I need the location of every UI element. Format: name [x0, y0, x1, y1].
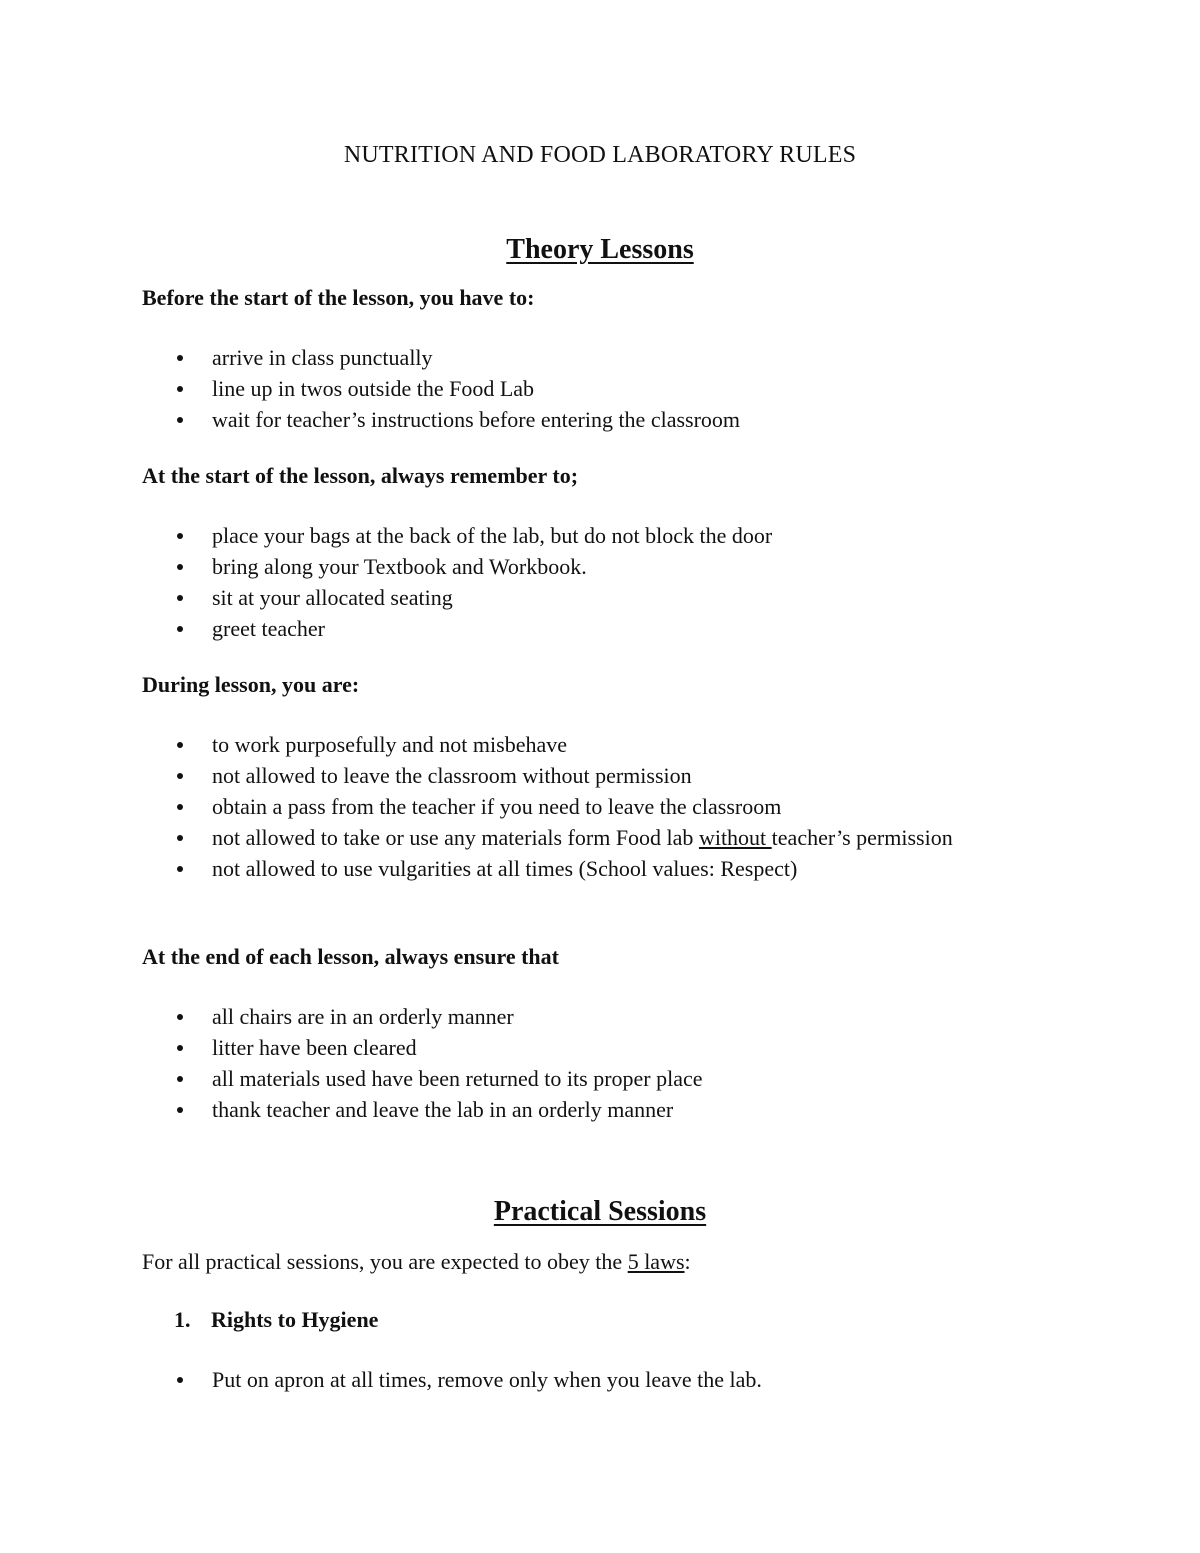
list-item: to work purposefully and not misbehave: [142, 729, 1002, 760]
law-1-title: Rights to Hygiene: [211, 1307, 379, 1332]
list-item: not allowed to use vulgarities at all times (School values: Respect): [142, 853, 1002, 884]
list-item: thank teacher and leave the lab in an orderly manner: [142, 1094, 1002, 1125]
start-lesson-heading: At the start of the lesson, always remember to;: [142, 463, 579, 488]
materials-permission-item: [142, 822, 1002, 853]
during-lesson-heading: During lesson, you are:: [142, 672, 360, 697]
list-item: greet teacher: [142, 613, 1002, 644]
practical-intro-suffix: :: [684, 1249, 691, 1274]
law-1-number: 1.: [174, 1307, 191, 1332]
list-item: not allowed to leave the classroom without permission: [142, 760, 1002, 791]
list-item: place your bags at the back of the lab, but do not block the door: [142, 520, 1002, 551]
list-item: all materials used have been returned to its proper place: [142, 1063, 1002, 1094]
list-item: arrive in class punctually: [142, 342, 1002, 373]
materials-item-suffix: teacher’s permission: [771, 825, 953, 850]
list-item: Put on apron at all times, remove only when you leave the lab.: [142, 1364, 1002, 1395]
list-item: sit at your allocated seating: [142, 582, 1002, 613]
during-lesson-list: [142, 729, 1002, 884]
materials-item-prefix: not allowed to take or use any materials form Food lab: [212, 825, 699, 850]
practical-sessions-heading: Practical Sessions: [493, 1196, 707, 1227]
practical-intro: [142, 1249, 691, 1275]
hygiene-list: [142, 1364, 1002, 1395]
list-item: line up in twos outside the Food Lab: [142, 373, 1002, 404]
law-1-heading: [174, 1307, 378, 1333]
list-item: litter have been cleared: [142, 1032, 1002, 1063]
before-lesson-heading: Before the start of the lesson, you have to:: [142, 285, 535, 310]
list-item: obtain a pass from the teacher if you need to leave the classroom: [142, 791, 1002, 822]
end-lesson-heading: At the end of each lesson, always ensure that: [142, 944, 559, 969]
five-laws-underlined: 5 laws: [627, 1249, 685, 1274]
list-item: bring along your Textbook and Workbook.: [142, 551, 1002, 582]
start-lesson-list: [142, 520, 1002, 644]
document-title: NUTRITION AND FOOD LABORATORY RULES: [343, 142, 857, 168]
practical-intro-prefix: For all practical sessions, you are expected to obey the: [142, 1249, 628, 1274]
without-underlined: without: [698, 825, 772, 850]
list-item: all chairs are in an orderly manner: [142, 1001, 1002, 1032]
before-lesson-list: [142, 342, 1002, 435]
end-lesson-list: [142, 1001, 1002, 1125]
theory-lessons-heading: Theory Lessons: [506, 234, 694, 265]
list-item: wait for teacher’s instructions before entering the classroom: [142, 404, 1002, 435]
